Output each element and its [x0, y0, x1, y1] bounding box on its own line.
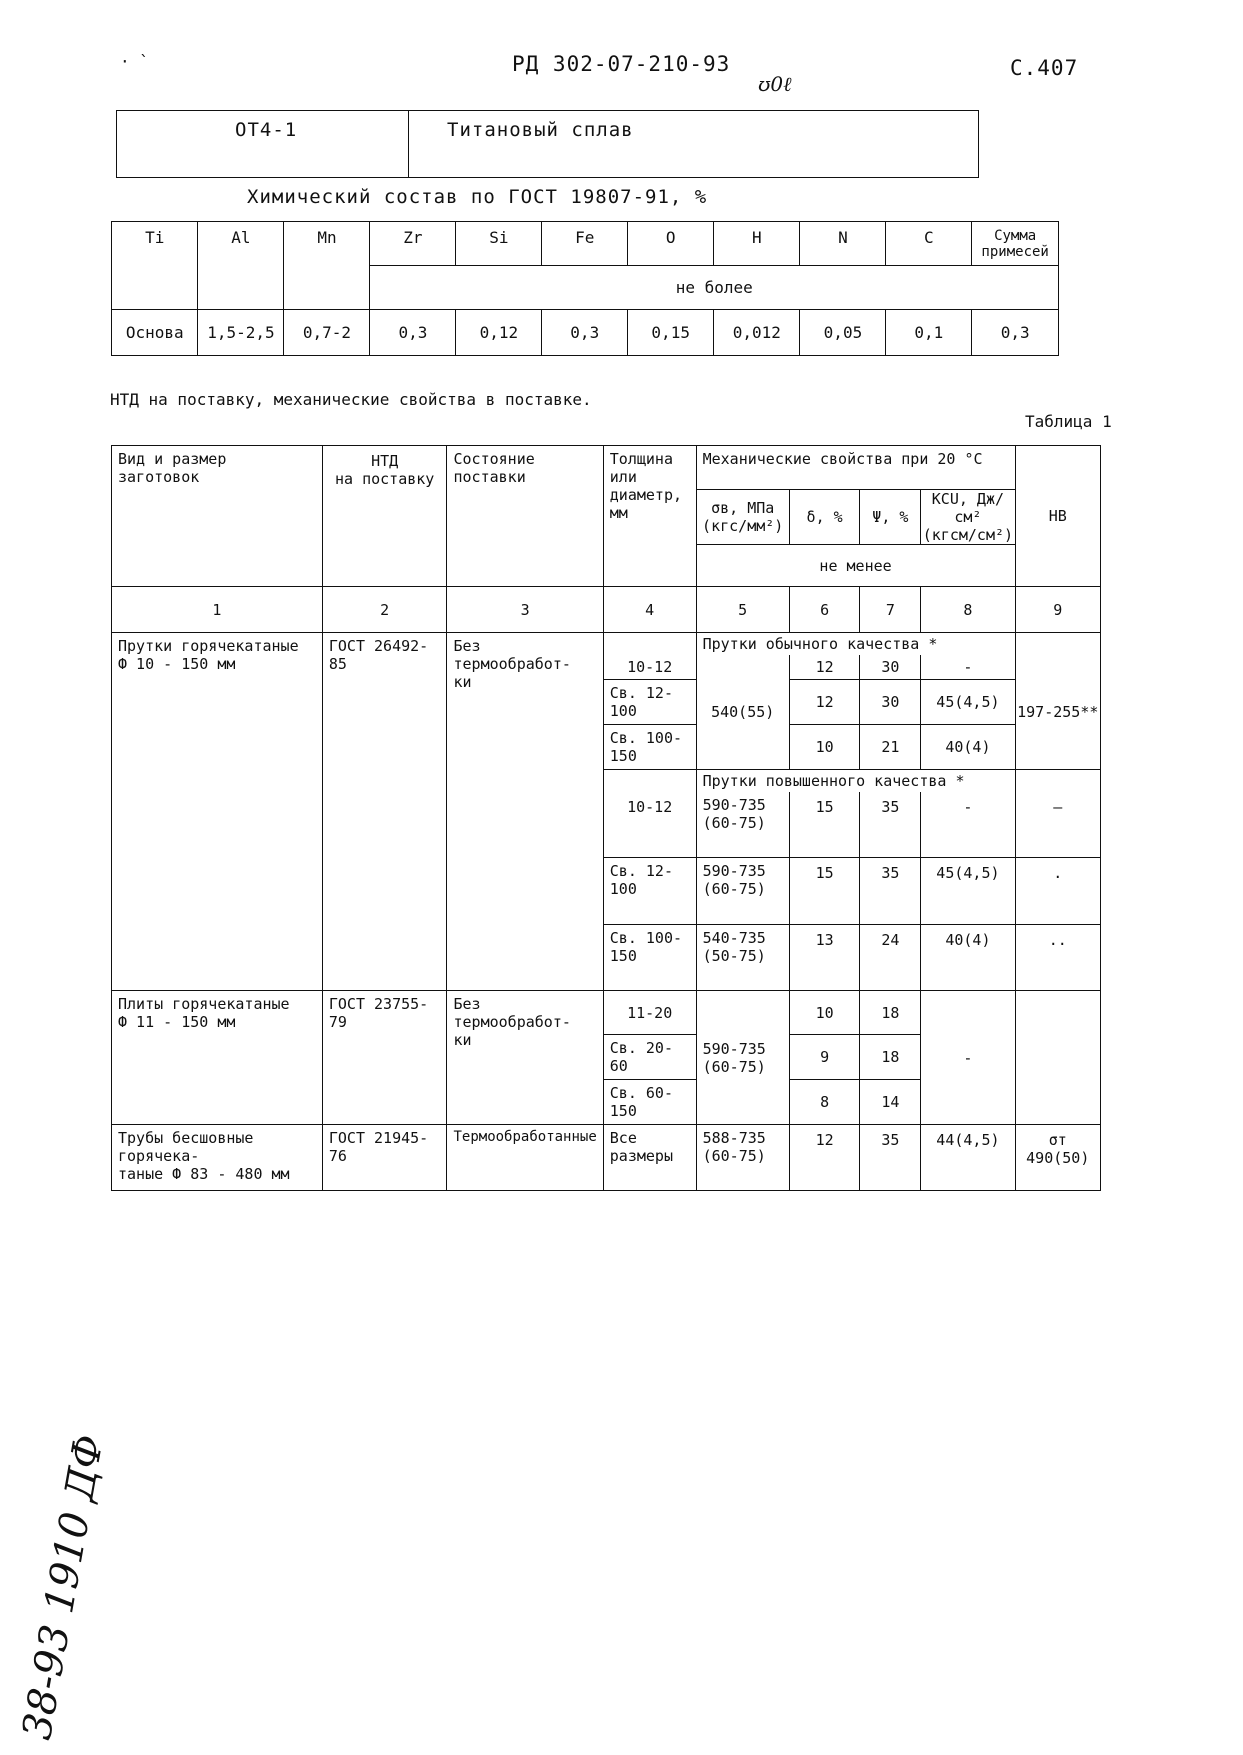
corner-dots: · ` — [120, 52, 149, 71]
handwritten-mark: ʊ0ℓ — [758, 72, 792, 96]
alloy-type: Титановый сплав — [447, 119, 634, 141]
tubes-state: Термообработанные — [447, 1125, 603, 1191]
rods-normal-psi-3: 21 — [860, 724, 921, 769]
header-mech-props: Механические свойства при 20 °С — [696, 446, 1015, 490]
tubes-ntd: ГОСТ 21945-76 — [322, 1125, 447, 1191]
tubes-hb: σт 490(50) — [1015, 1125, 1100, 1191]
chem-value-mn: 0,7-2 — [284, 310, 370, 356]
alloy-grade: ОТ4-1 — [235, 119, 298, 141]
rods-high-sigma-2: 590-735 (60-75) — [696, 858, 789, 925]
chem-value-o: 0,15 — [628, 310, 714, 356]
rods-normal-sigma: 540(55) — [696, 655, 789, 769]
rods-high-size-2: Св. 12-100 — [603, 858, 696, 925]
plates-delta-2: 9 — [789, 1035, 860, 1080]
chem-col-zr: Zr — [370, 222, 456, 266]
rods-ntd: ГОСТ 26492-85 — [322, 633, 447, 991]
rods-high-psi-3: 24 — [860, 925, 921, 991]
rods-high-size-3: Св. 100-150 — [603, 925, 696, 991]
chem-value-h: 0,012 — [714, 310, 800, 356]
chem-limit-label: не более — [370, 266, 1059, 310]
rods-high-delta-1: 15 — [789, 792, 860, 858]
rods-normal-hb: 197-255** — [1015, 655, 1100, 769]
rods-normal-psi-1: 30 — [860, 655, 921, 679]
rods-state: Без термообработ- ки — [447, 633, 603, 991]
col-number-6: 6 — [789, 587, 860, 633]
rods-normal-size-2: Св. 12-100 — [603, 679, 696, 724]
rods-normal-size-1: 10-12 — [603, 655, 696, 679]
plates-psi-2: 18 — [860, 1035, 921, 1080]
header-thickness: Толщина или диаметр, мм — [603, 446, 696, 587]
chem-col-fe: Fe — [542, 222, 628, 266]
chem-value-al: 1,5-2,5 — [198, 310, 284, 356]
header-sigma: σв, МПа (кгс/мм²) — [696, 490, 789, 545]
rods-normal-label: Прутки обычного качества * — [696, 633, 1015, 656]
chem-value-si: 0,12 — [456, 310, 542, 356]
rods-high-kcu-2: 45(4,5) — [921, 858, 1015, 925]
chem-table — [111, 221, 1059, 356]
header-ntd: НТД на поставку — [322, 446, 447, 587]
chem-value-sum: 0,3 — [972, 310, 1059, 356]
col-number-2: 2 — [322, 587, 447, 633]
chem-col-h: H — [714, 222, 800, 266]
header-psi: Ψ, % — [860, 490, 921, 545]
chem-col-sum: Сумма примесей — [972, 222, 1059, 266]
plates-size-2: Св. 20-60 — [603, 1035, 696, 1080]
col-number-3: 3 — [447, 587, 603, 633]
col-number-1: 1 — [112, 587, 323, 633]
rods-normal-size-3: Св. 100-150 — [603, 724, 696, 769]
chem-col-n: N — [800, 222, 886, 266]
plates-ntd: ГОСТ 23755-79 — [322, 991, 447, 1125]
tubes-sigma: 588-735 (60-75) — [696, 1125, 789, 1191]
rods-high-sigma-1: 590-735 (60-75) — [696, 792, 789, 858]
rods-high-kcu-3: 40(4) — [921, 925, 1015, 991]
rods-high-sigma-3: 540-735 (50-75) — [696, 925, 789, 991]
grade-box — [116, 110, 979, 178]
table-label: Таблица 1 — [1025, 412, 1112, 431]
plates-sigma: 590-735 (60-75) — [696, 991, 789, 1125]
tubes-size: Все размеры — [603, 1125, 696, 1191]
chem-value-ti: Основа — [112, 310, 198, 356]
col-number-5: 5 — [696, 587, 789, 633]
plates-hb — [1015, 991, 1100, 1125]
tubes-kcu: 44(4,5) — [921, 1125, 1015, 1191]
chem-col-al: Al — [198, 222, 284, 310]
rods-normal-kcu-2: 45(4,5) — [921, 679, 1015, 724]
chem-value-fe: 0,3 — [542, 310, 628, 356]
rods-high-hb-1: – — [1015, 792, 1100, 858]
col-number-9: 9 — [1015, 587, 1100, 633]
ntd-caption: НТД на поставку, механические свойства в поставке. — [110, 390, 592, 409]
page-number: С.407 — [1010, 56, 1079, 80]
plates-size-1: 11-20 — [603, 991, 696, 1035]
rods-high-delta-2: 15 — [789, 858, 860, 925]
rods-high-kcu-1: - — [921, 792, 1015, 858]
rods-normal-psi-2: 30 — [860, 679, 921, 724]
col-number-7: 7 — [860, 587, 921, 633]
tubes-delta: 12 — [789, 1125, 860, 1191]
chem-col-mn: Mn — [284, 222, 370, 310]
margin-signature: 38-93 1910 ДФ — [14, 1431, 113, 1743]
rods-view: Прутки горячекатаные Ф 10 - 150 мм — [112, 633, 323, 991]
header-view: Вид и размер заготовок — [112, 446, 323, 587]
plates-psi-1: 18 — [860, 991, 921, 1035]
col-number-8: 8 — [921, 587, 1015, 633]
col-number-4: 4 — [603, 587, 696, 633]
rods-normal-delta-3: 10 — [789, 724, 860, 769]
rods-normal-kcu-3: 40(4) — [921, 724, 1015, 769]
document-code: РД 302-07-210-93 — [512, 52, 731, 76]
plates-view: Плиты горячекатаные Ф 11 - 150 мм — [112, 991, 323, 1125]
header-kcu: KCU, Дж/см² (кгсм/см²) — [922, 490, 1014, 544]
chem-col-ti: Ti — [112, 222, 198, 310]
mech-table — [111, 445, 1101, 1191]
header-state: Состояние поставки — [447, 446, 603, 587]
rods-high-size-1: 10-12 — [603, 792, 696, 858]
plates-delta-1: 10 — [789, 991, 860, 1035]
rods-high-psi-2: 35 — [860, 858, 921, 925]
plates-state: Без термообработ- ки — [447, 991, 603, 1125]
rods-high-delta-3: 13 — [789, 925, 860, 991]
rods-high-psi-1: 35 — [860, 792, 921, 858]
chem-col-c: C — [886, 222, 972, 266]
plates-delta-3: 8 — [789, 1080, 860, 1125]
rods-normal-kcu-1: - — [921, 655, 1015, 679]
plates-kcu: - — [921, 991, 1015, 1125]
chem-value-n: 0,05 — [800, 310, 886, 356]
header-delta: δ, % — [789, 490, 860, 545]
chem-value-c: 0,1 — [886, 310, 972, 356]
header-hb: НВ — [1015, 446, 1100, 587]
rods-normal-delta-1: 12 — [789, 655, 860, 679]
header-min: не менее — [696, 545, 1015, 587]
rods-high-hb-2: . — [1015, 858, 1100, 925]
chem-title: Химический состав по ГОСТ 19807-91, % — [247, 186, 708, 208]
tubes-psi: 35 — [860, 1125, 921, 1191]
chem-value-zr: 0,3 — [370, 310, 456, 356]
plates-psi-3: 14 — [860, 1080, 921, 1125]
chem-col-si: Si — [456, 222, 542, 266]
chem-col-o: O — [628, 222, 714, 266]
plates-size-3: Св. 60-150 — [603, 1080, 696, 1125]
rods-normal-delta-2: 12 — [789, 679, 860, 724]
rods-high-hb-3: .. — [1015, 925, 1100, 991]
rods-high-label: Прутки повышенного качества * — [696, 769, 1015, 792]
tubes-view: Трубы бесшовные горячека- таные Ф 83 - 480 мм — [112, 1125, 323, 1191]
